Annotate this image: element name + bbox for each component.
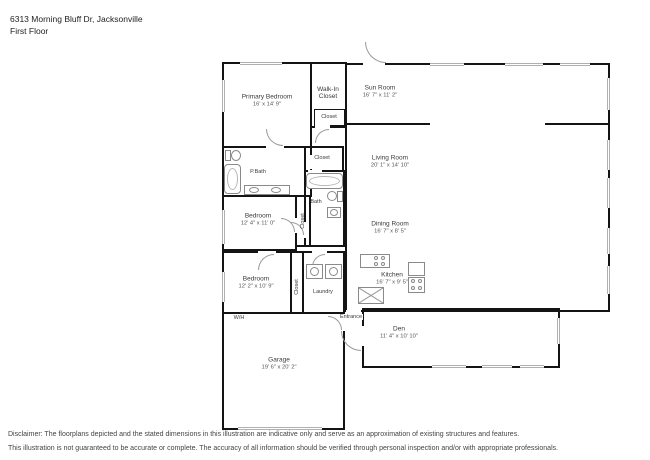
window: [222, 272, 225, 302]
cooktop-burner-icon: [381, 256, 385, 260]
door-gap-pbath: [309, 155, 313, 169]
disclaimer-line-2: This illustration is not guaranteed to be accurate or complete. The accuracy of all information should be verified through personal inspection and/or with appropriate professionals.: [8, 445, 559, 452]
window: [607, 178, 610, 208]
sink-icon: [330, 209, 338, 216]
window: [607, 78, 610, 110]
kitchen-sink-cabinet: [358, 287, 384, 304]
window: [482, 365, 512, 368]
window: [520, 365, 544, 368]
toilet-icon: [337, 191, 343, 202]
window: [222, 80, 225, 112]
window: [222, 210, 225, 244]
cooktop-burner-icon: [381, 262, 385, 266]
stove-burner-icon: [411, 286, 415, 290]
window: [560, 63, 590, 66]
label-closet-strip-2: Closet: [294, 279, 300, 295]
fridge-icon: [408, 262, 425, 276]
window: [240, 62, 282, 65]
opening-sunroom-living: [430, 123, 545, 125]
window: [607, 266, 610, 294]
stove-burner-icon: [418, 286, 422, 290]
floor-text: First Floor: [10, 26, 49, 36]
label-laundry: Laundry: [313, 289, 333, 295]
bathtub-icon: [309, 176, 340, 186]
label-primary-bedroom: Primary Bedroom 16' x 14' 9": [241, 93, 293, 108]
address-text: 6313 Morning Bluff Dr, Jacksonville: [10, 14, 143, 24]
garage-door: [238, 427, 322, 430]
label-den: Den 11' 4" x 10' 10": [380, 325, 418, 340]
bathtub-icon: [227, 168, 238, 190]
window: [557, 318, 560, 344]
label-walk-in-closet: Walk-In Closet: [317, 86, 339, 100]
label-garage: Garage 19' 6" x 20' 2": [261, 356, 297, 371]
toilet-icon: [327, 191, 337, 201]
label-bath: Bath: [310, 199, 322, 205]
window: [607, 140, 610, 170]
sink-icon: [249, 187, 259, 193]
label-bedroom-1: Bedroom 12' 4" x 11' 0": [240, 212, 276, 227]
door-gap-sunroom: [363, 63, 385, 66]
label-bedroom-2: Bedroom 12' 2" x 10' 9": [238, 275, 274, 290]
dryer-icon: [329, 267, 338, 276]
door-gap-primary: [266, 146, 284, 149]
label-water-heater: W/H: [233, 315, 245, 321]
disclaimer-line-1: Disclaimer: The floorplans depicted and the stated dimensions in this illustration are indicative only and serve as an approximation of existing structures and features.: [8, 431, 520, 438]
window: [607, 228, 610, 254]
washer-icon: [310, 267, 319, 276]
stove-burner-icon: [411, 279, 415, 283]
label-hall-closet: Closet: [314, 155, 330, 161]
label-closet-strip-1: Closet: [300, 213, 306, 229]
cooktop-burner-icon: [374, 256, 378, 260]
door-arc-icon: [315, 129, 329, 143]
door-gap-entry-hall: [346, 310, 361, 313]
label-sun-room: Sun Room 16' 7" x 11' 2": [362, 84, 398, 99]
label-entrance: Entrance: [339, 314, 363, 320]
label-living-room: Living Room 20' 1" x 14' 10": [370, 154, 410, 169]
window: [505, 63, 543, 66]
sink-icon: [271, 187, 281, 193]
label-small-closet: Closet: [321, 114, 337, 120]
label-dining-room: Dining Room 16' 7" x 8' 5": [371, 220, 409, 235]
window: [432, 365, 466, 368]
label-primary-bath: P.Bath: [250, 169, 266, 175]
cooktop-burner-icon: [374, 262, 378, 266]
stove-burner-icon: [418, 279, 422, 283]
label-kitchen: Kitchen 16' 7" x 9' 5": [376, 271, 408, 286]
window: [430, 63, 464, 66]
header: [10, 13, 143, 37]
sink-cross-icon: [359, 288, 383, 303]
toilet-icon: [231, 150, 241, 161]
door-arc-icon: [365, 42, 386, 63]
door-gap-den: [362, 326, 365, 346]
